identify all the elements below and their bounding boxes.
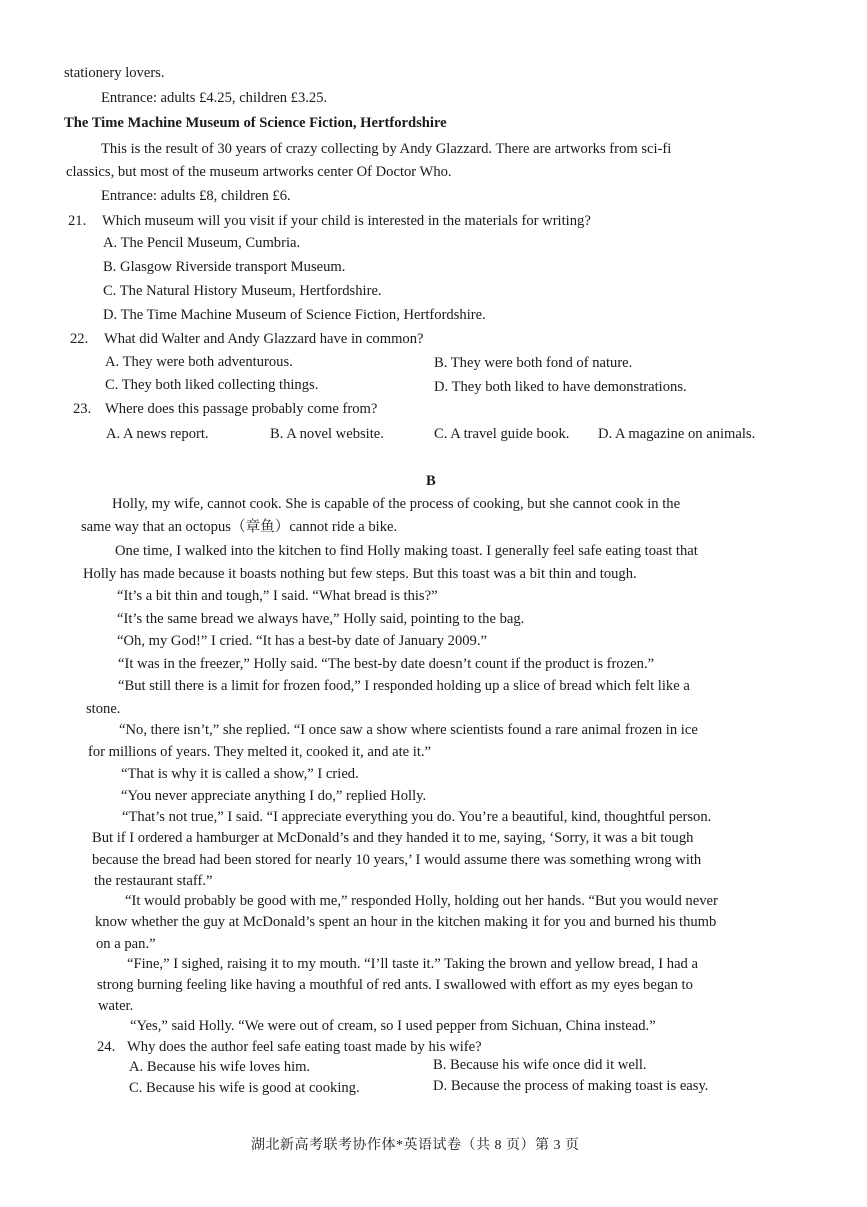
passage-line: “That is why it is called a show,” I cried.	[121, 766, 359, 782]
option-d[interactable]: D. They both liked to have demonstrations.	[434, 379, 687, 395]
question-number: 24.	[97, 1039, 116, 1055]
passage-line: Holly has made because it boasts nothing but few steps. But this toast was a bit thin and tough.	[83, 566, 637, 582]
passage-line: because the bread had been stored for nearly 10 years,’ I would assume there was something wrong with	[92, 852, 702, 868]
question-stem: Where does this passage probably come from?	[105, 401, 378, 417]
option-c[interactable]: C. Because his wife is good at cooking.	[129, 1080, 360, 1096]
museum-description: This is the result of 30 years of crazy collecting by Andy Glazzard. There are artworks from sci-fi	[101, 141, 672, 157]
museum-title: The Time Machine Museum of Science Fiction, Hertfordshire	[64, 115, 447, 131]
passage-line: “It’s a bit thin and tough,” I said. “What bread is this?”	[117, 588, 438, 604]
page-footer: 湖北新高考联考协作体*英语试卷（共 8 页）第 3 页	[251, 1138, 580, 1153]
option-a[interactable]: A. Because his wife loves him.	[129, 1059, 311, 1075]
passage-line: stone.	[86, 701, 121, 717]
passage-line: “You never appreciate anything I do,” replied Holly.	[121, 788, 427, 804]
passage-line: Holly, my wife, cannot cook. She is capable of the process of cooking, but she cannot cook in the	[112, 496, 681, 512]
passage-line: for millions of years. They melted it, cooked it, and ate it.”	[88, 744, 431, 760]
section-heading: B	[426, 473, 436, 489]
passage-line: on a pan.”	[96, 936, 156, 952]
text-line: stationery lovers.	[64, 65, 165, 81]
passage-line: “That’s not true,” I said. “I appreciate everything you do. You’re a beautiful, kind, thoughtful person.	[122, 809, 712, 825]
passage-line: “Fine,” I sighed, raising it to my mouth. “I’ll taste it.” Taking the brown and yellow bread, I had a	[127, 956, 698, 972]
option-a[interactable]: A. The Pencil Museum, Cumbria.	[103, 235, 301, 251]
passage-line: But if I ordered a hamburger at McDonald’s and they handed it to me, saying, ‘Sorry, it was a bit tough	[92, 830, 694, 846]
passage-line: “It’s the same bread we always have,” Holly said, pointing to the bag.	[117, 611, 525, 627]
passage-line: the restaurant staff.”	[94, 873, 213, 889]
question-number: 23.	[73, 401, 92, 417]
option-d[interactable]: D. A magazine on animals.	[598, 426, 756, 442]
option-b[interactable]: B. A novel website.	[270, 426, 384, 442]
passage-line: know whether the guy at McDonald’s spent an hour in the kitchen making it for you and burned his thumb	[95, 914, 717, 930]
entrance-info: Entrance: adults £4.25, children £3.25.	[101, 90, 328, 106]
option-d[interactable]: D. Because the process of making toast is easy.	[433, 1078, 709, 1094]
passage-line: “But still there is a limit for frozen food,” I responded holding up a slice of bread which felt like a	[118, 678, 690, 694]
passage-line: water.	[98, 998, 134, 1014]
passage-line: same way that an octopus（章鱼）cannot ride a bike.	[81, 519, 398, 535]
passage-line: “It would probably be good with me,” responded Holly, holding out her hands. “But you would never	[125, 893, 718, 909]
option-b[interactable]: B. They were both fond of nature.	[434, 355, 633, 371]
passage-line: strong burning feeling like having a mouthful of red ants. I swallowed with effort as my eyes began to	[97, 977, 693, 993]
option-c[interactable]: C. A travel guide book.	[434, 426, 570, 442]
entrance-info: Entrance: adults £8, children £6.	[101, 188, 291, 204]
passage-line: One time, I walked into the kitchen to find Holly making toast. I generally feel safe eating toast that	[115, 543, 698, 559]
option-a[interactable]: A. They were both adventurous.	[105, 354, 293, 370]
option-c[interactable]: C. They both liked collecting things.	[105, 377, 319, 393]
question-stem: Which museum will you visit if your child is interested in the materials for writing?	[102, 213, 591, 229]
passage-line: “No, there isn’t,” she replied. “I once saw a show where scientists found a rare animal frozen in ice	[119, 722, 698, 738]
question-number: 22.	[70, 331, 89, 347]
passage-line: “It was in the freezer,” Holly said. “The best-by date doesn’t count if the product is frozen.”	[118, 656, 655, 672]
option-b[interactable]: B. Because his wife once did it well.	[433, 1057, 647, 1073]
question-stem: Why does the author feel safe eating toast made by his wife?	[127, 1039, 482, 1055]
passage-line: “Yes,” said Holly. “We were out of cream, so I used pepper from Sichuan, China instead.”	[130, 1018, 656, 1034]
option-a[interactable]: A. A news report.	[106, 426, 209, 442]
passage-line: “Oh, my God!” I cried. “It has a best-by date of January 2009.”	[117, 633, 487, 649]
option-c[interactable]: C. The Natural History Museum, Hertfordshire.	[103, 283, 382, 299]
question-number: 21.	[68, 213, 87, 229]
option-d[interactable]: D. The Time Machine Museum of Science Fiction, Hertfordshire.	[103, 307, 486, 323]
question-stem: What did Walter and Andy Glazzard have in common?	[104, 331, 424, 347]
option-b[interactable]: B. Glasgow Riverside transport Museum.	[103, 259, 346, 275]
museum-description: classics, but most of the museum artworks center Of Doctor Who.	[66, 164, 452, 180]
